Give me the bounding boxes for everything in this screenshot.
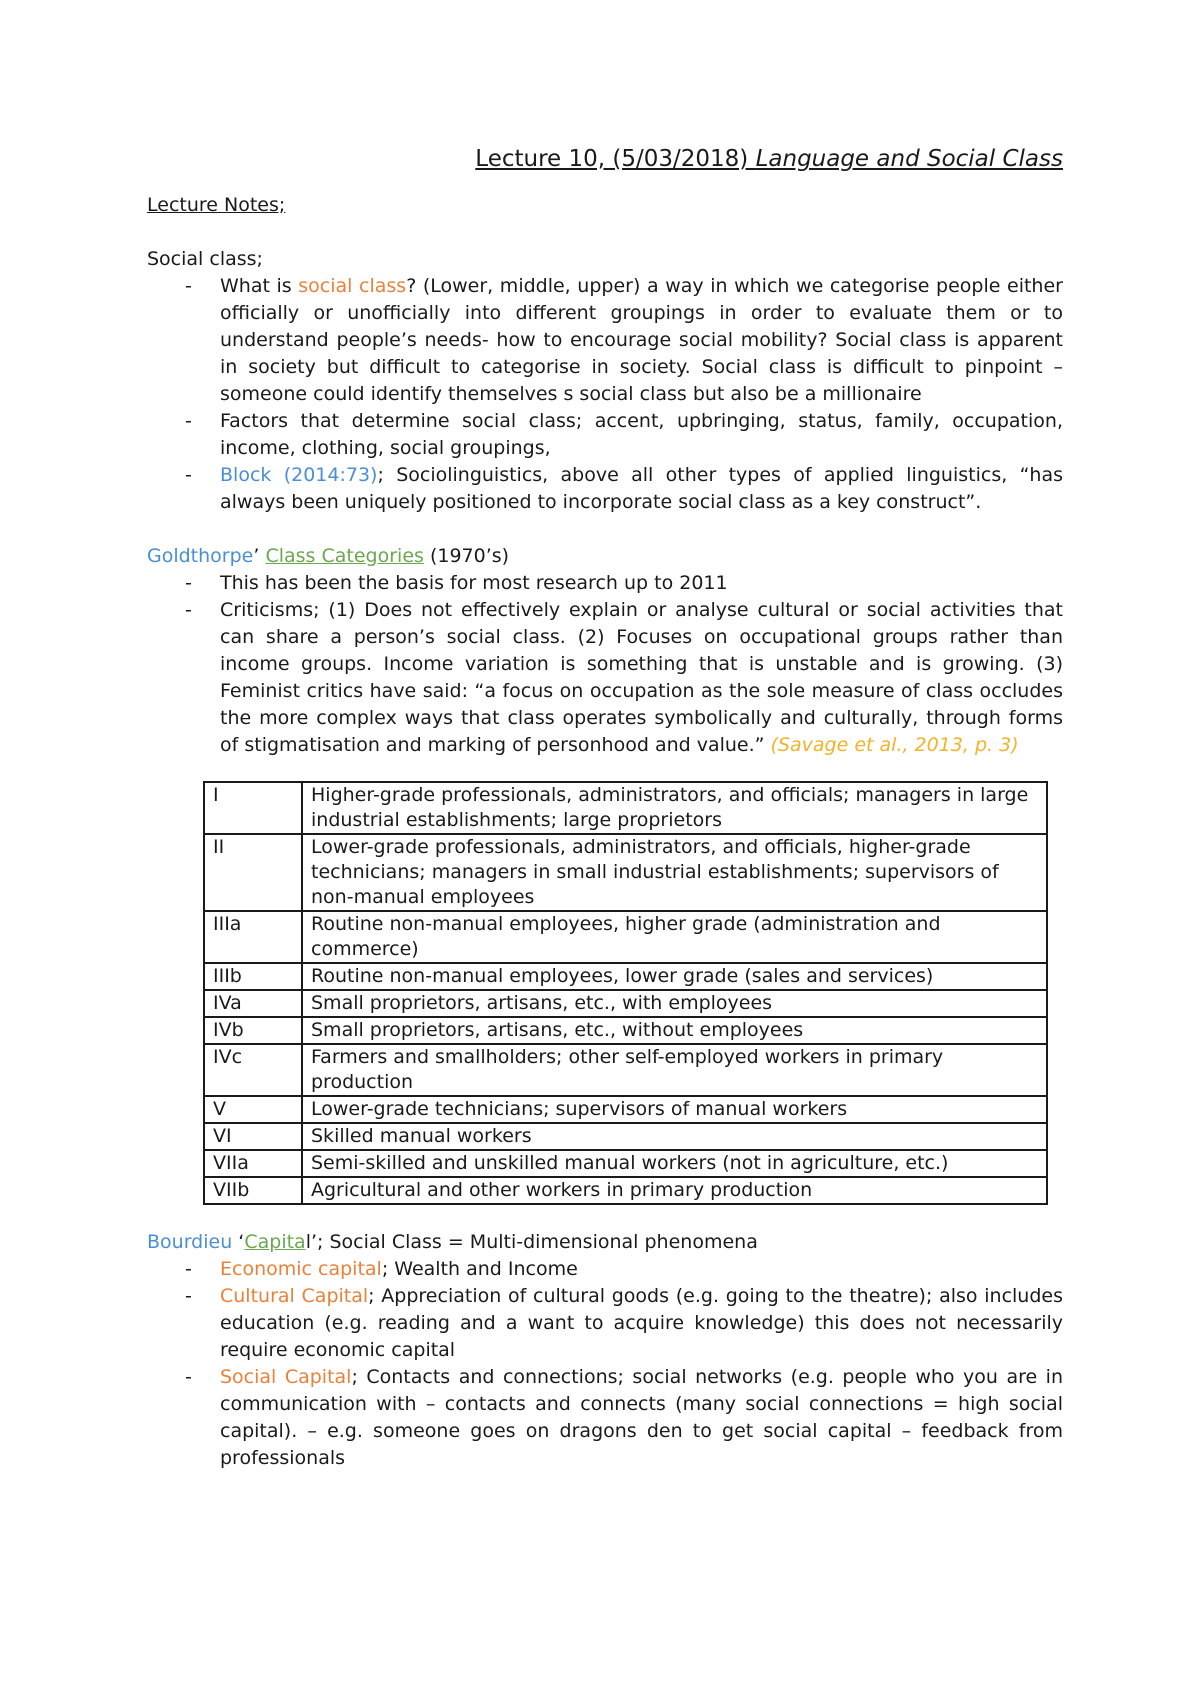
class-categories-link[interactable]: Class Categories [265, 545, 424, 567]
list-item: - Factors that determine social class; accent, upbringing, status, family, occupation, income, clothing, social groupings, [147, 408, 1063, 462]
table-row [204, 911, 1047, 963]
citation-savage: (Savage et al., 2013, p. 3) [770, 734, 1019, 756]
bourdieu-list [147, 1256, 1063, 1472]
notes-heading-text: Lecture Notes; [147, 194, 286, 216]
goldthorpe-name: Goldthorpe [147, 545, 254, 567]
class-code-cell: IIIa [204, 911, 302, 963]
class-code-cell: VI [204, 1123, 302, 1150]
term-social-capital: Social Capital [220, 1366, 352, 1388]
class-description-cell: Skilled manual workers [302, 1123, 1047, 1150]
title-prefix: Lecture 10, (5/03/2018) [475, 146, 756, 172]
social-class-heading: Social class; [147, 248, 263, 270]
table-row [204, 1150, 1047, 1177]
table-row [204, 1096, 1047, 1123]
class-description-cell: Higher-grade professionals, administrators, and officials; managers in large industrial establishments; large proprietors [302, 782, 1047, 834]
capital-link[interactable]: Capita [244, 1231, 306, 1253]
class-description-cell: Lower-grade technicians; supervisors of manual workers [302, 1096, 1047, 1123]
class-code-cell: VIIa [204, 1150, 302, 1177]
goldthorpe-list [147, 570, 1063, 759]
term-cultural-capital: Cultural Capital [220, 1285, 369, 1307]
class-categories-table [203, 781, 1048, 1205]
table-row [204, 1044, 1047, 1096]
reference-block: Block (2014:73) [220, 464, 378, 486]
list-item: - Block (2014:73); Sociolinguistics, above all other types of applied linguistics, “has always been uniquely positioned to incorporate social class as a key construct”. [147, 462, 1063, 516]
table-row [204, 990, 1047, 1017]
class-description-cell: Small proprietors, artisans, etc., with employees [302, 990, 1047, 1017]
class-code-cell: II [204, 834, 302, 911]
class-code-cell: I [204, 782, 302, 834]
term-economic-capital: Economic capital [220, 1258, 382, 1280]
class-description-cell: Agricultural and other workers in primary production [302, 1177, 1047, 1204]
notes-heading [147, 192, 1063, 219]
class-code-cell: VIIb [204, 1177, 302, 1204]
list-item: - What is social class? (Lower, middle, upper) a way in which we categorise people either officially or unofficially into different groupings in order to evaluate them or to understand people’s needs- how to encourage social mobility? Social class is apparent in society but difficult to categorise in society. Social class is difficult to pinpoint – someone could identify themselves s social class but also be a millionaire [147, 273, 1063, 408]
class-description-cell: Routine non-manual employees, higher grade (administration and commerce) [302, 911, 1047, 963]
class-code-cell: V [204, 1096, 302, 1123]
list-item: - Criticisms; (1) Does not effectively explain or analyse cultural or social activities that can share a person’s social class. (2) Focuses on occupational groups rather than income groups. Income variation is something that is unstable and is growing. (3) Feminist critics have said: “a focus on occupation as the sole measure of class occludes the more complex ways that class operates symbolically and culturally, through forms of stigmatisation and marking of personhood and value.” (Savage et al., 2013, p. 3) [147, 597, 1063, 759]
class-code-cell: IVc [204, 1044, 302, 1096]
bourdieu-name: Bourdieu [147, 1231, 233, 1253]
class-code-cell: IVa [204, 990, 302, 1017]
title-italic: Language and Social Class [755, 146, 1063, 172]
table-row [204, 1017, 1047, 1044]
class-description-cell: Routine non-manual employees, lower grade (sales and services) [302, 963, 1047, 990]
term-social-class: social class [298, 275, 407, 297]
class-description-cell: Lower-grade professionals, administrators, and officials, higher-grade technicians; managers in small industrial establishments; supervisors of non-manual employees [302, 834, 1047, 911]
bourdieu-heading: Bourdieu ‘Capital’; Social Class = Multi-dimensional phenomena [147, 1231, 758, 1253]
table-row [204, 1177, 1047, 1204]
class-description-cell: Farmers and smallholders; other self-employed workers in primary production [302, 1044, 1047, 1096]
class-code-cell: IIIb [204, 963, 302, 990]
list-item: - Social Capital; Contacts and connections; social networks (e.g. people who you are in communication with – contacts and connects (many social connections = high social capital). – e.g. someone goes on dragons den to get social capital – feedback from professionals [147, 1364, 1063, 1472]
list-item: - This has been the basis for most research up to 2011 [147, 570, 1063, 597]
table-row [204, 963, 1047, 990]
table-row [204, 834, 1047, 911]
page-title [147, 142, 1063, 176]
list-item: - Economic capital; Wealth and Income [147, 1256, 1063, 1283]
class-description-cell: Semi-skilled and unskilled manual workers (not in agriculture, etc.) [302, 1150, 1047, 1177]
table-row [204, 782, 1047, 834]
goldthorpe-heading: Goldthorpe’ Class Categories (1970’s) [147, 545, 510, 567]
class-description-cell: Small proprietors, artisans, etc., without employees [302, 1017, 1047, 1044]
social-class-list [147, 273, 1063, 516]
document-content [147, 142, 1063, 1472]
class-code-cell: IVb [204, 1017, 302, 1044]
table-row [204, 1123, 1047, 1150]
list-item: - Cultural Capital; Appreciation of cultural goods (e.g. going to the theatre); also includes education (e.g. reading and a want to acquire knowledge) this does not necessarily require economic capital [147, 1283, 1063, 1364]
